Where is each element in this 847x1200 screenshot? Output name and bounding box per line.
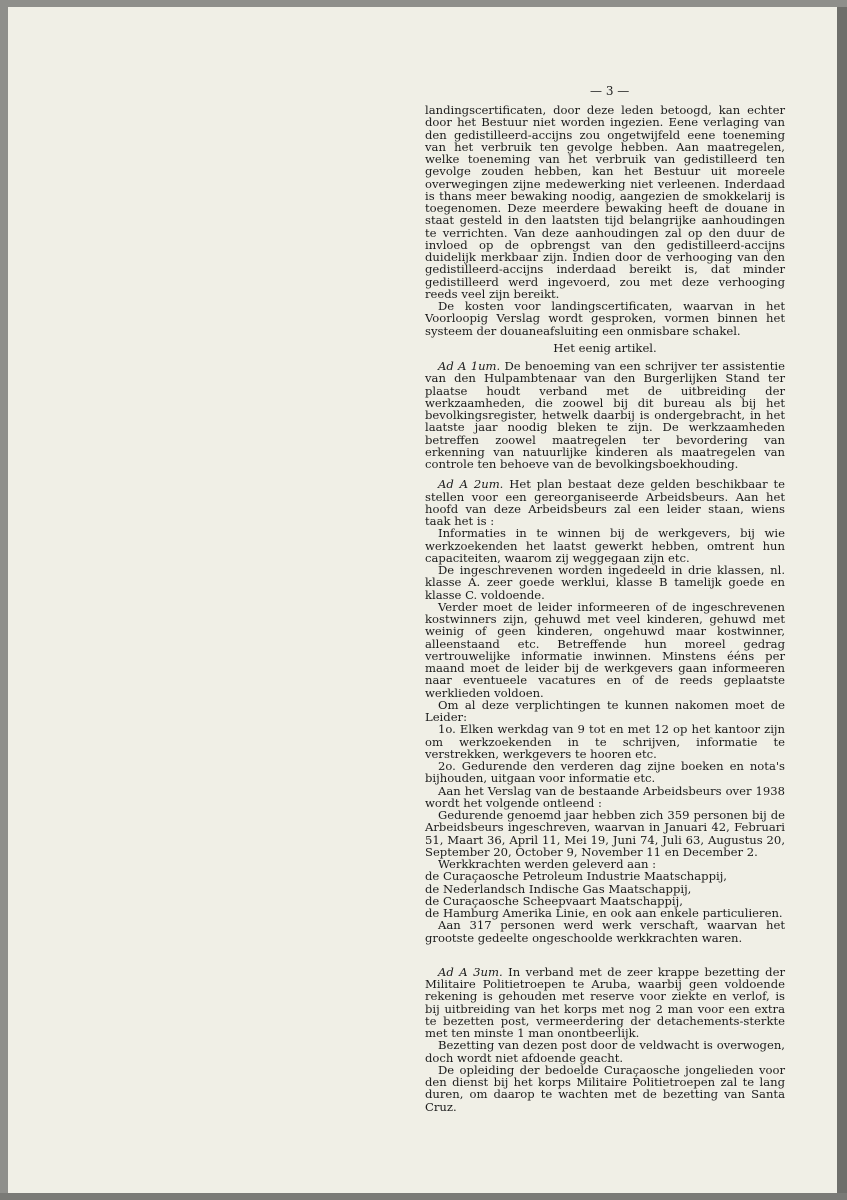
section-heading: Het eenig artikel. [553,340,657,355]
list-item: de Curaçaosche Petroleum Industrie Maatschappij, [425,869,727,884]
scan-edge-right [837,7,847,1193]
paragraph: 1o. Elken werkdag van 9 tot en met 12 op het kantoor zijn om werkzoekenden in te schrijven, informatie te verstrekken, werkgevers te hooren etc. [425,722,785,761]
ad-3-text: In verband met de zeer krappe bezetting der Militaire Politietroepen te Aruba, waarbij geen voldoende rekening is gehouden met reserve voor ziekte en verlof, is bij uitbreiding van het korps met nog 2 man voor een extra te bezetten post, vermeerdering der detachements-sterkte met ten minste 1 man onontbeerlijk. [425,964,786,1040]
ad-3-paragraph [425,966,785,1040]
ad-1-text: De benoeming van een schrijver ter assistentie van den Hulpambtenaar van den Burgerlijken Stand ter plaatse houdt verband met de uitbreiding der werkzaamheden, die zoowel bij dit bureau als bij het bevolkingsregister, hetwelk daarbij is ondergebracht, in het laatste jaar noodig bleken te zijn. De werkzaamheden betreffen zoowel maatregelen ter bevordering van erkenning van natuurlijke kinderen als maatregelen van controle ten behoeve van de bevolkingsboekhouding. [425,359,786,471]
scan-edge-bottom [0,1193,847,1200]
page-number: — 3 — [590,84,630,98]
ad-2-label: Ad A 2um. [438,477,504,492]
paragraph: Gedurende genoemd jaar hebben zich 359 personen bij de Arbeidsbeurs ingeschreven, waarvan in Januari 42, Februari 51, Maart 36, April 11, Mei 19, Juni 74, Juli 63, Augustus 20, September 20, October 9, November 11 en December 2. [425,808,785,859]
list-item: de Hamburg Amerika Linie, en ook aan enkele particulieren. [425,906,783,920]
paragraph: De ingeschrevenen worden ingedeeld in drie klassen, nl. klasse A. zeer goede werklui, klasse B tamelijk goede en klasse C. voldoende. [425,563,785,602]
paragraph: 2o. Gedurende den verderen dag zijne boeken en nota's bijhouden, uitgaan voor informatie etc. [425,759,785,786]
list-item: de Nederlandsch Indische Gas Maatschappij, [425,881,692,896]
ad-2-paragraph [425,478,785,527]
paragraph: Verder moet de leider informeeren of de ingeschrevenen kostwinners zijn, gehuwd met veel kinderen, gehuwd met weinig of geen kinderen, ongehuwd maar kostwinner, alleenstaand etc. Betreffende hun moreel gedrag vertrouwelijke informatie inwinnen. Minstens ééns per maand moet de leider bij de werkgevers gaan informeeren naar eventueele vacatures en of de reeds geplaatste werklieden voldoen. [425,599,785,700]
paragraph: Bezetting van dezen post door de veldwacht is overwogen, doch wordt niet afdoende geacht. [425,1038,785,1065]
paragraph: De opleiding der bedoelde Curaçaosche jongelieden voor den dienst bij het korps Militaire Politietroepen zal te lang duren, om daarop te wachten met de bezetting van Santa Cruz. [425,1062,785,1114]
paragraph: Informaties in te winnen bij de werkgevers, bij wie werkzoekenden het laatst gewerkt hebben, omtrent hun capaciteiten, waarom zij weggegaan zijn etc. [425,526,785,565]
ad-1-label: Ad A 1um. [438,359,501,373]
paragraph: Aan 317 personen werd werk verschaft, waarvan het grootste gedeelte ongeschoolde werkkrachten waren. [425,918,785,945]
paragraph: landingscertificaten, door deze leden betoogd, kan echter door het Bestuur niet worden ingezien. Eene verlaging van den gedistilleerd-accijns zou ongetwijfeld eene toeneming van het verbruik ten gevolge hebben. Aan maatregelen, welke toeneming van het verbruik van gedistilleerd ten gevolge zouden hebben, kan het Bestuur uit moreele overwegingen zijne medewerking niet verleenen. Inderdaad is thans meer bewaking noodig, aangezien de smokkelarij is toegenomen. Deze meerdere bewaking heeft de douane in staat gesteld in den laatsten tijd belangrijke aanhoudingen te verrichten. Van deze aanhoudingen zal op den duur de invloed op de opbrengst van den gedistilleerd-accijns duidelijk merkbaar zijn. Indien door de verhooging van den gedistilleerd-accijns inderdaad bereikt is, dat minder gedistilleerd werd ingevoerd, zou met deze verhooging reeds veel zijn bereikt. [425,103,785,301]
paragraph: De kosten voor landingscertificaten, waarvan in het Voorloopig Verslag wordt gesproken, vormen binnen het systeem der douaneafsluiting een onmisbare schakel. [425,299,785,338]
ad-1-paragraph [425,360,785,470]
ad-3-label: Ad A 3um. [438,964,503,979]
ad-2-text: Het plan bestaat deze gelden beschikbaar te stellen voor een gereorganiseerde Arbeidsbeurs. Aan het hoofd van deze Arbeidsbeurs zal een leider staan, wiens taak het is : [425,477,785,528]
paragraph: Werkkrachten werden geleverd aan : [438,857,657,871]
paragraph: Om al deze verplichtingen te kunnen nakomen moet de Leider: [425,697,785,724]
list-item: de Curaçaosche Scheepvaart Maatschappij, [425,893,683,908]
text-column [425,104,785,1113]
paragraph: Aan het Verslag van de bestaande Arbeidsbeurs over 1938 wordt het volgende ontleend : [425,783,785,810]
